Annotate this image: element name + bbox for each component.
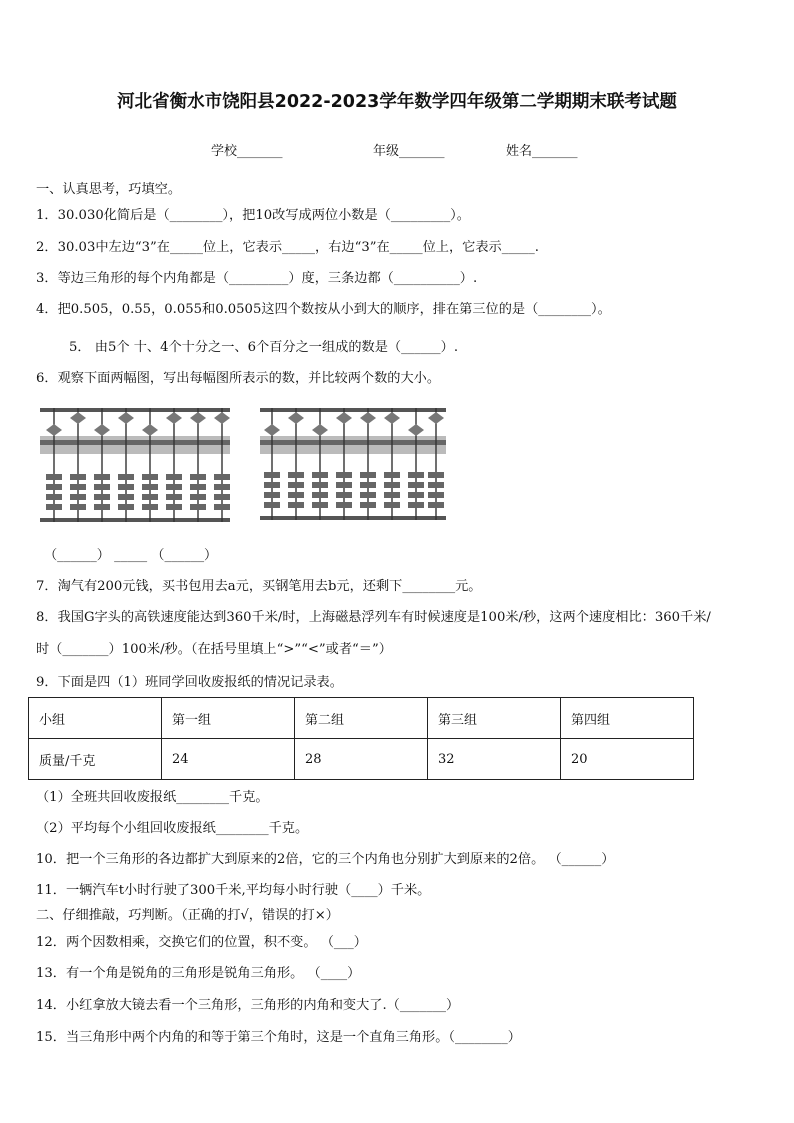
- school-field: 学校_______: [211, 144, 283, 159]
- table-cell: 32: [428, 739, 561, 780]
- table-cell: 第二组: [295, 698, 428, 739]
- section-two-heading: 二、仔细推敲，巧判断。（正确的打√，错误的打×）: [36, 908, 339, 923]
- section-one-heading: 一、认真思考，巧填空。: [36, 182, 182, 197]
- grade-field: 年级_______: [373, 144, 445, 159]
- question-10: 10．把一个三角形的各边都扩大到原来的2倍，它的三个内角也分别扩大到原来的2倍。 （______）: [36, 852, 615, 867]
- question-8-line-1: 8．我国G字头的高铁速度能达到360千米/时，上海磁悬浮列车有时候速度是100米/秒，这两个速度相比：360千米/: [36, 610, 711, 625]
- question-14: 14．小红拿放大镜去看一个三角形，三角形的内角和变大了.（_______）: [36, 998, 460, 1013]
- question-1: 1．30.030化简后是（________），把10改写成两位小数是（_________）。: [36, 208, 470, 223]
- question-15: 15．当三角形中两个内角的和等于第三个角时，这是一个直角三角形。（________）: [36, 1030, 521, 1045]
- table-cell: 20: [561, 739, 694, 780]
- question-4: 4．把0.505，0.55，0.055和0.0505这四个数按从小到大的顺序，排在第三位的是（________）。: [36, 302, 611, 317]
- question-11: 11．一辆汽车t小时行驶了300千米,平均每小时行驶（____）千米。: [36, 883, 431, 898]
- abacus-left-image: [40, 404, 232, 526]
- question-9: 9．下面是四（1）班同学回收废报纸的情况记录表。: [36, 675, 343, 690]
- question-6-answer-blanks: （______） _____ （______）: [44, 548, 218, 563]
- table-cell: 第四组: [561, 698, 694, 739]
- paper-collection-table: [28, 697, 694, 780]
- name-field: 姓名_______: [506, 144, 578, 159]
- question-12: 12．两个因数相乘，交换它们的位置，积不变。 （___）: [36, 935, 367, 950]
- exam-title: 河北省衡水市饶阳县2022-2023学年数学四年级第二学期期末联考试题: [117, 92, 677, 112]
- table-cell: 第一组: [162, 698, 295, 739]
- question-13: 13．有一个角是锐角的三角形是锐角三角形。 （____）: [36, 966, 361, 981]
- table-cell: 小组: [29, 698, 162, 739]
- question-2: 2．30.03中左边“3”在_____位上，它表示_____，右边“3”在_____位上，它表示_____.: [36, 240, 539, 255]
- question-6: 6．观察下面两幅图，写出每幅图所表示的数，并比较两个数的大小。: [36, 371, 441, 386]
- table-cell: 24: [162, 739, 295, 780]
- question-7: 7．淘气有200元钱，买书包用去a元，买钢笔用去b元，还剩下________元。: [36, 579, 482, 594]
- table-row: [29, 739, 694, 780]
- question-9-part-1: （1）全班共回收废报纸________千克。: [36, 790, 269, 805]
- question-5: 5． 由5个 十、4个十分之一、6个百分之一组成的数是（______）.: [69, 340, 459, 355]
- table-cell: 质量/千克: [29, 739, 162, 780]
- table-cell: 28: [295, 739, 428, 780]
- question-8-line-2: 时（_______）100米/秒。（在括号里填上“>”“<”或者“＝”）: [36, 642, 392, 657]
- table-row: [29, 698, 694, 739]
- abacus-right-image: [260, 404, 450, 526]
- table-cell: 第三组: [428, 698, 561, 739]
- question-9-part-2: （2）平均每个小组回收废报纸________千克。: [36, 821, 309, 836]
- question-3: 3．等边三角形的每个内角都是（_________）度，三条边都（__________）.: [36, 271, 478, 286]
